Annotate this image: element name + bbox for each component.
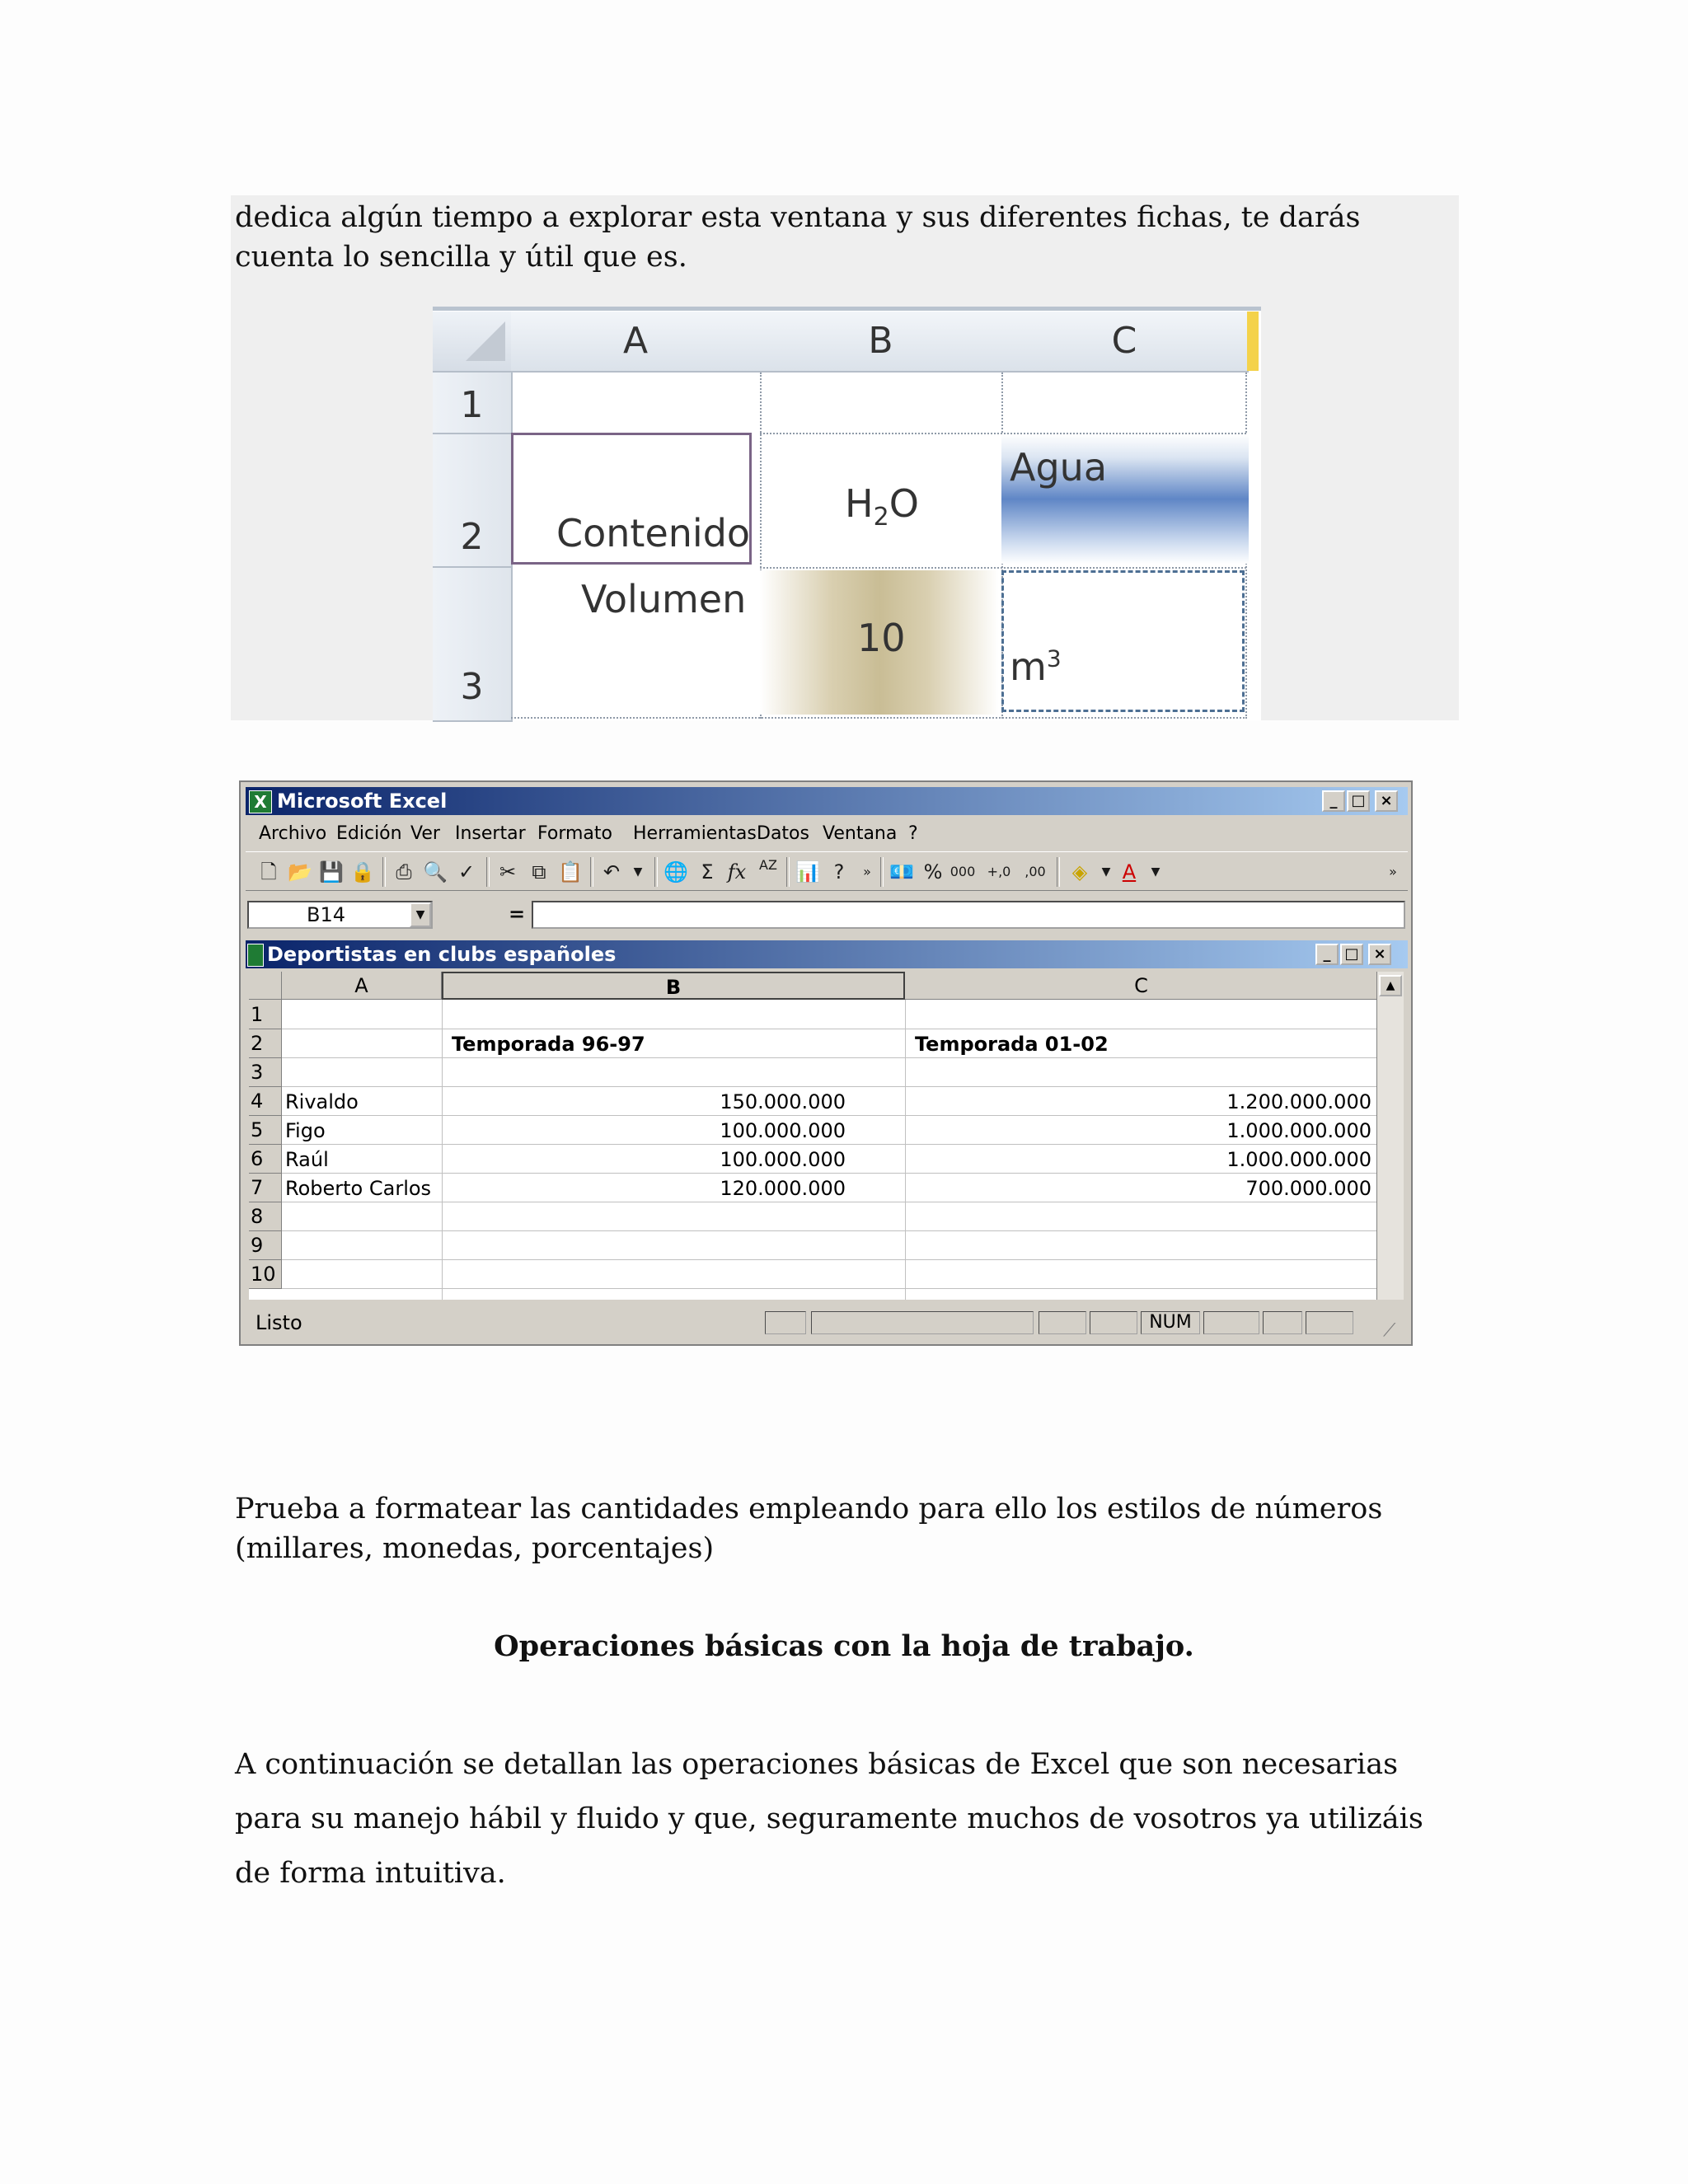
gridline: [282, 1288, 1378, 1289]
gridline: [282, 1259, 1378, 1260]
workbook-title-bar: [246, 940, 1408, 968]
menu-formato[interactable]: Formato: [537, 823, 612, 844]
sort-ascending-icon[interactable]: AZ: [759, 857, 777, 873]
row-header-1: 1: [433, 373, 513, 434]
gridline: [282, 1115, 1378, 1116]
cut-icon[interactable]: ✂: [499, 860, 517, 883]
minimize-icon[interactable]: _: [1322, 790, 1345, 812]
new-file-icon[interactable]: 🗋: [260, 860, 277, 883]
row-header-4[interactable]: 4: [249, 1087, 282, 1116]
row-header-10[interactable]: 10: [249, 1260, 282, 1289]
status-panel: [1306, 1311, 1353, 1334]
print-preview-icon[interactable]: 🔍: [423, 860, 448, 883]
status-panel: [1203, 1311, 1259, 1334]
status-panel: [811, 1311, 1034, 1334]
column-d-highlight: [1247, 312, 1259, 371]
cell-a5[interactable]: Figo: [285, 1119, 326, 1142]
increase-decimal-icon[interactable]: +,0: [987, 864, 1011, 879]
cell-b6[interactable]: 100.000.000: [720, 1148, 846, 1171]
gridline: [760, 567, 1246, 569]
gridline: [282, 1230, 1378, 1231]
cell-c4[interactable]: 1.200.000.000: [1226, 1090, 1372, 1113]
font-color-dropdown-icon[interactable]: ▼: [1151, 865, 1160, 879]
menu-help[interactable]: ?: [908, 823, 918, 844]
toolbar-options-icon[interactable]: »: [1389, 864, 1397, 879]
spelling-icon[interactable]: ✓: [457, 860, 476, 883]
row-header-3: 3: [433, 568, 513, 722]
help-icon[interactable]: ?: [833, 860, 845, 883]
scroll-up-icon[interactable]: ▲: [1379, 975, 1402, 996]
menu-insertar[interactable]: Insertar: [455, 823, 526, 844]
row-header-2[interactable]: 2: [249, 1029, 282, 1058]
menu-herramientas[interactable]: Herramientas: [633, 823, 757, 844]
autosum-icon[interactable]: Σ: [701, 860, 714, 883]
formula-bar-input[interactable]: [532, 901, 1405, 929]
toolbar-separator: [590, 857, 593, 887]
decrease-decimal-icon[interactable]: ,00: [1025, 864, 1046, 879]
select-all-button[interactable]: [249, 972, 282, 1000]
status-text: Listo: [256, 1311, 302, 1334]
menu-edicion[interactable]: Edición: [336, 823, 402, 844]
cell-a7[interactable]: Roberto Carlos: [285, 1177, 432, 1200]
status-panel: [1263, 1311, 1302, 1334]
status-bar: [246, 1306, 1408, 1339]
menu-archivo[interactable]: Archivo: [259, 823, 327, 844]
column-header-c: C: [1001, 312, 1249, 373]
num-lock-indicator: NUM: [1141, 1311, 1200, 1334]
chart-wizard-icon[interactable]: 📊: [795, 860, 820, 883]
permission-icon[interactable]: 🔒: [350, 860, 375, 883]
hyperlink-globe-icon[interactable]: 🌐: [663, 860, 688, 883]
workbook-icon: [247, 944, 264, 967]
excel-window: [239, 780, 1413, 1346]
cell-b2-main: H: [845, 481, 874, 526]
row-header-6[interactable]: 6: [249, 1145, 282, 1174]
name-box-dropdown-icon[interactable]: ▼: [410, 902, 431, 927]
cell-a4[interactable]: Rivaldo: [285, 1090, 359, 1113]
print-icon[interactable]: ⎙: [396, 860, 412, 883]
name-box[interactable]: B14: [247, 901, 433, 929]
cell-c3-main: m: [1010, 644, 1047, 689]
menu-datos[interactable]: Datos: [757, 823, 809, 844]
cell-b3: 10: [857, 616, 906, 660]
status-panel: [765, 1311, 806, 1334]
body-paragraph: A continuación se detallan las operaciones básicas de Excel que son necesarias para su manejo hábil y fluido y que, seguramente muchos de vosotros ya utilizáis de forma intuitiva.: [235, 1748, 1423, 1890]
cell-b4[interactable]: 150.000.000: [720, 1090, 846, 1113]
fill-color-icon[interactable]: ◈: [1071, 860, 1088, 883]
cell-a2: Contenido: [556, 511, 751, 555]
column-header-b: B: [760, 312, 1003, 373]
save-icon[interactable]: 💾: [319, 860, 344, 883]
column-header-a: A: [511, 312, 762, 373]
gridline: [282, 1057, 1378, 1058]
cell-c6[interactable]: 1.000.000.000: [1226, 1148, 1372, 1171]
undo-icon[interactable]: ↶: [603, 860, 621, 883]
instruction-paragraph: Prueba a formatear las cantidades empleando para ello los estilos de números (millares, monedas, porcentajes): [235, 1493, 1383, 1565]
workbook-minimize-icon[interactable]: _: [1315, 944, 1339, 965]
maximize-icon[interactable]: □: [1347, 790, 1370, 812]
gridline: [282, 1173, 1378, 1174]
status-panel: [1039, 1311, 1086, 1334]
intro-paragraph: dedica algún tiempo a explorar esta ventana y sus diferentes fichas, te darás cuenta lo sencilla y útil que es.: [235, 201, 1361, 274]
excel-app-icon: X: [249, 790, 272, 813]
column-header-c[interactable]: C: [905, 972, 1378, 1000]
paste-icon[interactable]: 📋: [558, 860, 583, 883]
menu-ventana[interactable]: Ventana: [823, 823, 898, 844]
excel-title-bar: [246, 787, 1408, 815]
gridline: [282, 1144, 1378, 1145]
corner-triangle-icon: [466, 321, 505, 361]
row-header-3[interactable]: 3: [249, 1058, 282, 1087]
status-panel: [1090, 1311, 1137, 1334]
column-header-a[interactable]: A: [282, 972, 442, 1000]
worksheet-grid[interactable]: [249, 972, 1378, 1300]
row-header-8[interactable]: 8: [249, 1202, 282, 1231]
fill-color-dropdown-icon[interactable]: ▼: [1101, 865, 1111, 879]
undo-dropdown-icon[interactable]: ▼: [633, 865, 643, 879]
copy-icon[interactable]: ⧉: [532, 860, 546, 883]
section-heading: Operaciones básicas con la hoja de trabajo.: [494, 1629, 1194, 1663]
resize-grip-icon[interactable]: ⟋: [1383, 1320, 1396, 1341]
open-folder-icon[interactable]: 📂: [288, 860, 312, 883]
cell-a6[interactable]: Raúl: [285, 1148, 329, 1171]
toolbar-separator: [786, 857, 790, 887]
workbook-restore-icon[interactable]: □: [1340, 944, 1363, 965]
percent-icon[interactable]: %: [923, 860, 943, 883]
row-header-5[interactable]: 5: [249, 1116, 282, 1145]
workbook-close-icon[interactable]: ×: [1368, 944, 1391, 965]
standard-toolbar: [246, 851, 1408, 891]
cell-c3-dashed-border: [1001, 570, 1245, 712]
row-header-1[interactable]: 1: [249, 1000, 282, 1029]
toolbar-separator: [486, 857, 490, 887]
thousands-separator-icon[interactable]: 000: [950, 864, 976, 879]
close-icon[interactable]: ×: [1375, 790, 1398, 812]
workbook-title: Deportistas en clubs españoles: [267, 943, 617, 966]
grid-top-border: [433, 307, 1261, 311]
gridline: [511, 717, 1245, 719]
cell-c5[interactable]: 1.000.000.000: [1226, 1119, 1372, 1142]
cell-b5[interactable]: 100.000.000: [720, 1119, 846, 1142]
toolbar-separator: [382, 857, 386, 887]
vertical-scrollbar[interactable]: [1376, 972, 1404, 1300]
column-header-b[interactable]: B: [442, 972, 905, 1000]
cell-a3: Volumen: [581, 577, 747, 621]
row-header-9[interactable]: 9: [249, 1231, 282, 1260]
cell-b2-subscript: 2: [873, 503, 889, 532]
cell-c2: Agua: [1010, 445, 1108, 490]
row-header-2: 2: [433, 434, 513, 568]
toolbar-options-icon[interactable]: »: [863, 864, 871, 879]
cell-b2: [845, 481, 919, 532]
font-color-icon[interactable]: A: [1122, 860, 1137, 883]
toolbar-separator: [880, 857, 884, 887]
cell-b2[interactable]: Temporada 96-97: [452, 1033, 645, 1056]
cell-b2-end: O: [889, 481, 919, 526]
cell-c3-superscript: 3: [1046, 644, 1062, 673]
gridline: [282, 1086, 1378, 1087]
currency-icon[interactable]: 💶: [889, 860, 914, 883]
cell-c3: [1010, 644, 1062, 689]
excel-zoom-figure: [433, 307, 1261, 720]
app-title: Microsoft Excel: [277, 790, 448, 813]
cell-c2[interactable]: Temporada 01-02: [915, 1033, 1109, 1056]
formula-equals: =: [509, 902, 526, 926]
cell-c7[interactable]: 700.000.000: [1245, 1177, 1372, 1200]
toolbar-separator: [654, 857, 658, 887]
row-header-7[interactable]: 7: [249, 1174, 282, 1202]
cell-b7[interactable]: 120.000.000: [720, 1177, 846, 1200]
function-icon[interactable]: fx: [727, 860, 747, 883]
toolbar-separator: [1057, 857, 1060, 887]
menu-bar: [246, 818, 1408, 850]
menu-ver[interactable]: Ver: [410, 823, 440, 844]
